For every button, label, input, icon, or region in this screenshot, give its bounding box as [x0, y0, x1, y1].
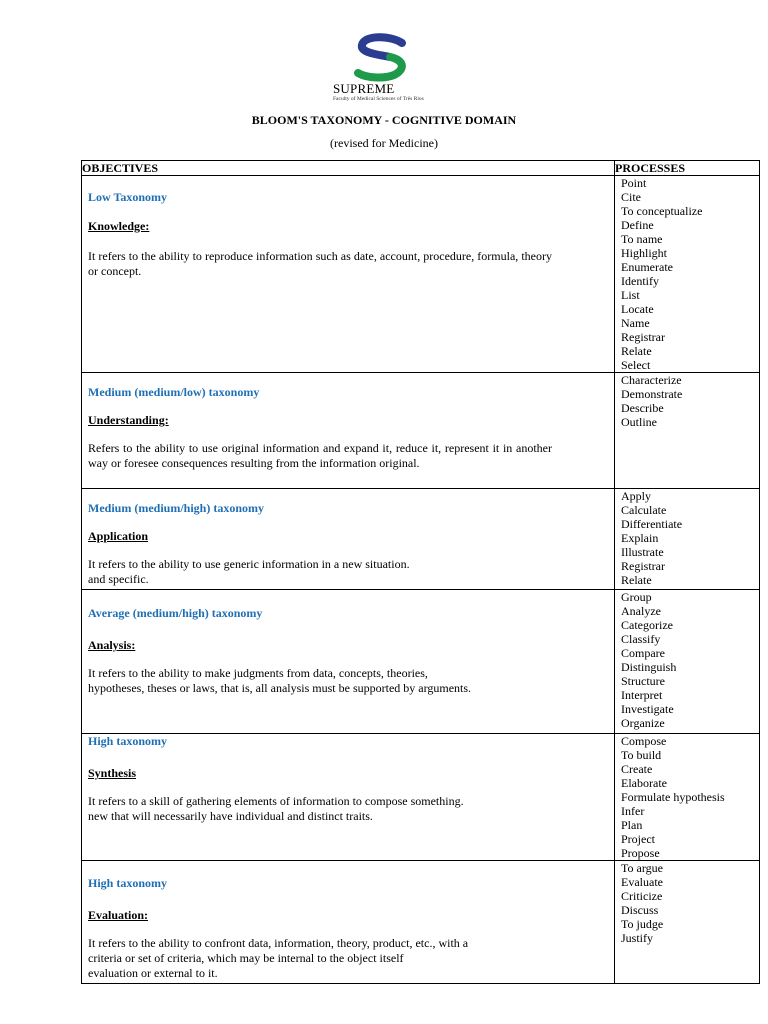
process-item: Plan	[621, 818, 643, 832]
process-item: Explain	[621, 531, 659, 545]
objective-cell	[82, 489, 615, 590]
taxonomy-table	[81, 160, 760, 984]
processes-header: PROCESSES	[615, 161, 760, 176]
description-line: and specific.	[88, 572, 149, 586]
category-label: Synthesis	[88, 766, 137, 780]
process-item: Evaluate	[621, 875, 663, 889]
process-item: Relate	[621, 573, 652, 587]
category-label: Understanding:	[88, 413, 169, 427]
process-item: Illustrate	[621, 545, 664, 559]
process-item: Demonstrate	[621, 387, 683, 401]
process-item: Structure	[621, 674, 665, 688]
objectives-header: OBJECTIVES	[82, 161, 615, 176]
process-item: Apply	[621, 489, 651, 503]
description-text	[88, 794, 608, 824]
taxonomy-level: High taxonomy	[88, 734, 168, 748]
process-item: Select	[621, 358, 651, 372]
process-item: Characterize	[621, 373, 682, 387]
process-item: Relate	[621, 344, 652, 358]
description-line: hypotheses, theses or laws, that is, all analysis must be supported by arguments.	[88, 681, 472, 695]
process-item: Registrar	[621, 559, 665, 573]
table-row	[82, 176, 760, 373]
process-item: Name	[621, 316, 650, 330]
objective-cell	[82, 861, 615, 984]
category-label: Evaluation:	[88, 908, 149, 922]
description-text	[88, 936, 608, 981]
process-item: Discuss	[621, 903, 659, 917]
process-item: Differentiate	[621, 517, 683, 531]
process-item: Analyze	[621, 604, 661, 618]
processes-cell	[615, 489, 760, 590]
table-row	[82, 373, 760, 489]
process-item: To argue	[621, 861, 663, 875]
table-row	[82, 489, 760, 590]
process-item: Compose	[621, 734, 667, 748]
document-subtitle: (revised for Medicine)	[330, 136, 438, 150]
process-item: Locate	[621, 302, 654, 316]
process-item: Highlight	[621, 246, 668, 260]
process-item: Compare	[621, 646, 665, 660]
description-line: It refers to the ability to make judgments from data, concepts, theories,	[88, 666, 428, 680]
description-text	[88, 666, 608, 696]
description-line: It refers to a skill of gathering elements of information to compose something.	[88, 794, 464, 808]
process-item: Investigate	[621, 702, 674, 716]
process-item: Infer	[621, 804, 645, 818]
process-item: Enumerate	[621, 260, 673, 274]
description-text	[88, 557, 608, 587]
supreme-logo	[330, 33, 448, 103]
objective-cell	[82, 590, 615, 734]
process-item: To build	[621, 748, 662, 762]
logo-name: SUPREME	[333, 81, 395, 96]
process-item: Justify	[621, 931, 654, 945]
taxonomy-level: Low Taxonomy	[88, 190, 168, 204]
process-item: Identify	[621, 274, 659, 288]
description-text: It refers to the ability to reproduce information such as date, account, procedure, formula, theory or concept.	[88, 249, 552, 278]
process-item: Organize	[621, 716, 665, 730]
table-row	[82, 590, 760, 734]
objective-cell	[82, 734, 615, 861]
processes-cell	[615, 861, 760, 984]
process-item: Interpret	[621, 688, 663, 702]
description-line: It refers to the ability to use generic information in a new situation.	[88, 557, 410, 571]
description-line: criteria or set of criteria, which may be internal to the object itself	[88, 951, 404, 965]
description-line: evaluation or external to it.	[88, 966, 218, 980]
objective-cell	[82, 176, 615, 373]
process-item: Define	[621, 218, 654, 232]
taxonomy-level: Medium (medium/low) taxonomy	[88, 385, 260, 399]
process-item: Create	[621, 762, 653, 776]
taxonomy-level: Average (medium/high) taxonomy	[88, 606, 263, 620]
process-item: Outline	[621, 415, 657, 429]
description-line: new that will necessarily have individual and distinct traits.	[88, 809, 373, 823]
process-item: Criticize	[621, 889, 663, 903]
table-row	[82, 734, 760, 861]
process-item: To name	[621, 232, 663, 246]
description-text: Refers to the ability to use original information and expand it, reduce it, represent it in another way or foresee consequences resulting from the information original.	[88, 441, 552, 470]
process-item: Propose	[621, 846, 660, 860]
table-header-row	[82, 161, 760, 176]
taxonomy-level: High taxonomy	[88, 876, 168, 890]
process-item: Describe	[621, 401, 664, 415]
process-item: Formulate hypothesis	[621, 790, 725, 804]
process-item: Project	[621, 832, 655, 846]
category-label: Knowledge:	[88, 219, 150, 233]
logo-subtitle: Faculty of Medical Sciences of Três Rios	[333, 96, 424, 102]
process-item: Cite	[621, 190, 641, 204]
taxonomy-level: Medium (medium/high) taxonomy	[88, 501, 265, 515]
process-item: List	[621, 288, 640, 302]
processes-cell	[615, 590, 760, 734]
process-item: To judge	[621, 917, 664, 931]
process-item: Classify	[621, 632, 661, 646]
table-row	[82, 861, 760, 984]
processes-cell	[615, 373, 760, 489]
document-title: BLOOM'S TAXONOMY - COGNITIVE DOMAIN	[251, 113, 517, 127]
process-item: Calculate	[621, 503, 667, 517]
process-item: Categorize	[621, 618, 673, 632]
processes-cell	[615, 176, 760, 373]
process-item: To conceptualize	[621, 204, 703, 218]
process-item: Elaborate	[621, 776, 667, 790]
processes-cell	[615, 734, 760, 861]
process-item: Group	[621, 590, 652, 604]
description-line: It refers to the ability to confront data, information, theory, product, etc., with a	[88, 936, 469, 950]
process-item: Distinguish	[621, 660, 677, 674]
supreme-s-logo-icon	[350, 33, 414, 83]
process-item: Registrar	[621, 330, 665, 344]
category-label: Application	[88, 529, 149, 543]
category-label: Analysis:	[88, 638, 136, 652]
process-item: Point	[621, 176, 647, 190]
objective-cell	[82, 373, 615, 489]
